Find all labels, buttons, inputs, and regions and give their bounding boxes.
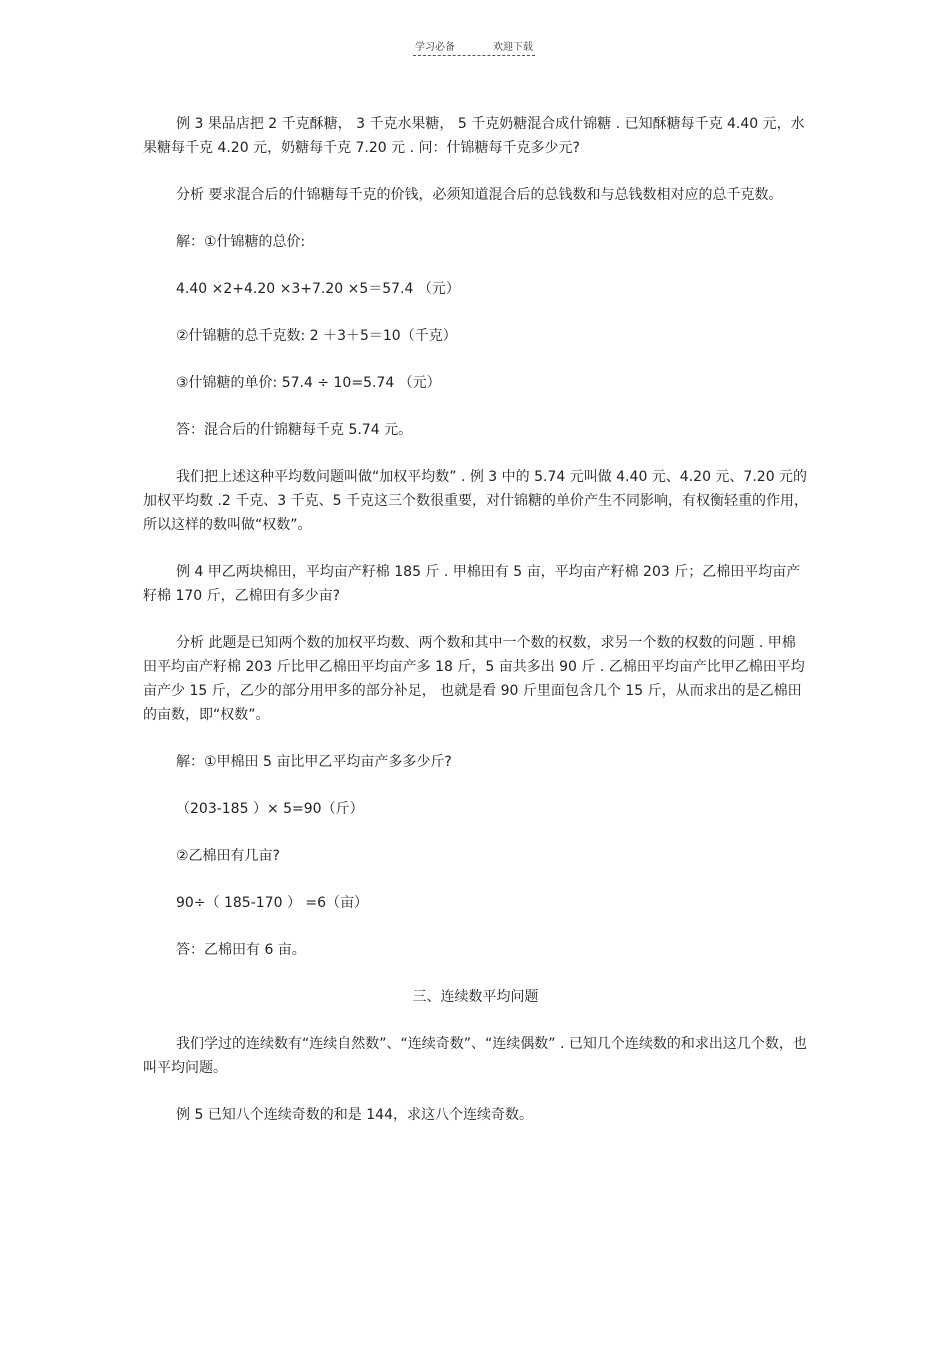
example-3-total-price: 4.40 ×2+4.20 ×3+7.20 ×5＝57.4 （元）	[176, 281, 460, 297]
section-heading: 三、连续数平均问题	[412, 989, 539, 1005]
example-4-answer: 答：乙棉田有 6 亩。	[176, 942, 306, 958]
consecutive-numbers-intro: 我们学过的连续数有“连续自然数”、“连续奇数”、“连续偶数” . 已知几个连续数的和求出这几个数，也叫平均问题。	[143, 1036, 807, 1076]
example-4-step-1-calc: （203-185 ）× 5=90（斤）	[176, 801, 364, 817]
header-right-text: 欢迎下载	[493, 42, 533, 53]
example-4-step-1: 解：①甲棉田 5 亩比甲乙平均亩产多多少斤?	[176, 754, 452, 770]
header-divider	[413, 55, 535, 56]
example-4-step-2: ②乙棉田有几亩?	[176, 848, 280, 864]
example-5-question: 例 5 已知八个连续奇数的和是 144，求这八个连续奇数。	[176, 1107, 533, 1123]
example-3-solution-label: 解：①什锦糖的总价:	[176, 234, 306, 250]
example-3-total-weight: ②什锦糖的总千克数: 2 ＋3＋5＝10（千克）	[176, 328, 457, 344]
example-3-answer: 答：混合后的什锦糖每千克 5.74 元。	[176, 422, 413, 438]
weighted-average-explanation: 我们把上述这种平均数问题叫做“加权平均数” . 例 3 中的 5.74 元叫做 4.40 元、4.20 元、7.20 元的加权平均数 .2 千克、3 千克、5 千克这三个数很重要，对什锦糖的单价产生不同影响，有权衡轻重的作用，所以这样的数叫做“权数”。	[143, 469, 808, 533]
example-4-step-2-calc: 90÷（ 185-170 ） =6（亩）	[176, 895, 369, 911]
example-4-question: 例 4 甲乙两块棉田，平均亩产籽棉 185 斤 . 甲棉田有 5 亩，平均亩产籽棉 203 斤；乙棉田平均亩产籽棉 170 斤，乙棉田有多少亩?	[143, 564, 801, 604]
example-3-unit-price: ③什锦糖的单价: 57.4 ÷ 10=5.74 （元）	[176, 375, 441, 391]
header-left-text: 学习必备	[415, 42, 455, 53]
example-4-analysis: 分析 此题是已知两个数的加权平均数、两个数和其中一个数的权数，求另一个数的权数的问题 . 甲棉田平均亩产籽棉 203 斤比甲乙棉田平均亩产多 18 斤，5 亩共多出 90 斤 . 乙棉田平均亩产比甲乙棉田平均亩产少 15 斤，乙少的部分用甲多的部分补足， 也就是看 90 斤里面包含几个 15 斤，从而求出的是乙棉田的亩数，即“权数”。	[143, 635, 805, 723]
example-3-question: 例 3 果品店把 2 千克酥糖， 3 千克水果糖， 5 千克奶糖混合成什锦糖 . 已知酥糖每千克 4.40 元，水果糖每千克 4.20 元，奶糖每千克 7.20 元 . 问：什锦糖每千克多少元?	[143, 116, 805, 156]
document-body	[143, 112, 808, 1127]
example-3-analysis: 分析 要求混合后的什锦糖每千克的价钱，必须知道混合后的总钱数和与总钱数相对应的总千克数。	[176, 187, 783, 203]
